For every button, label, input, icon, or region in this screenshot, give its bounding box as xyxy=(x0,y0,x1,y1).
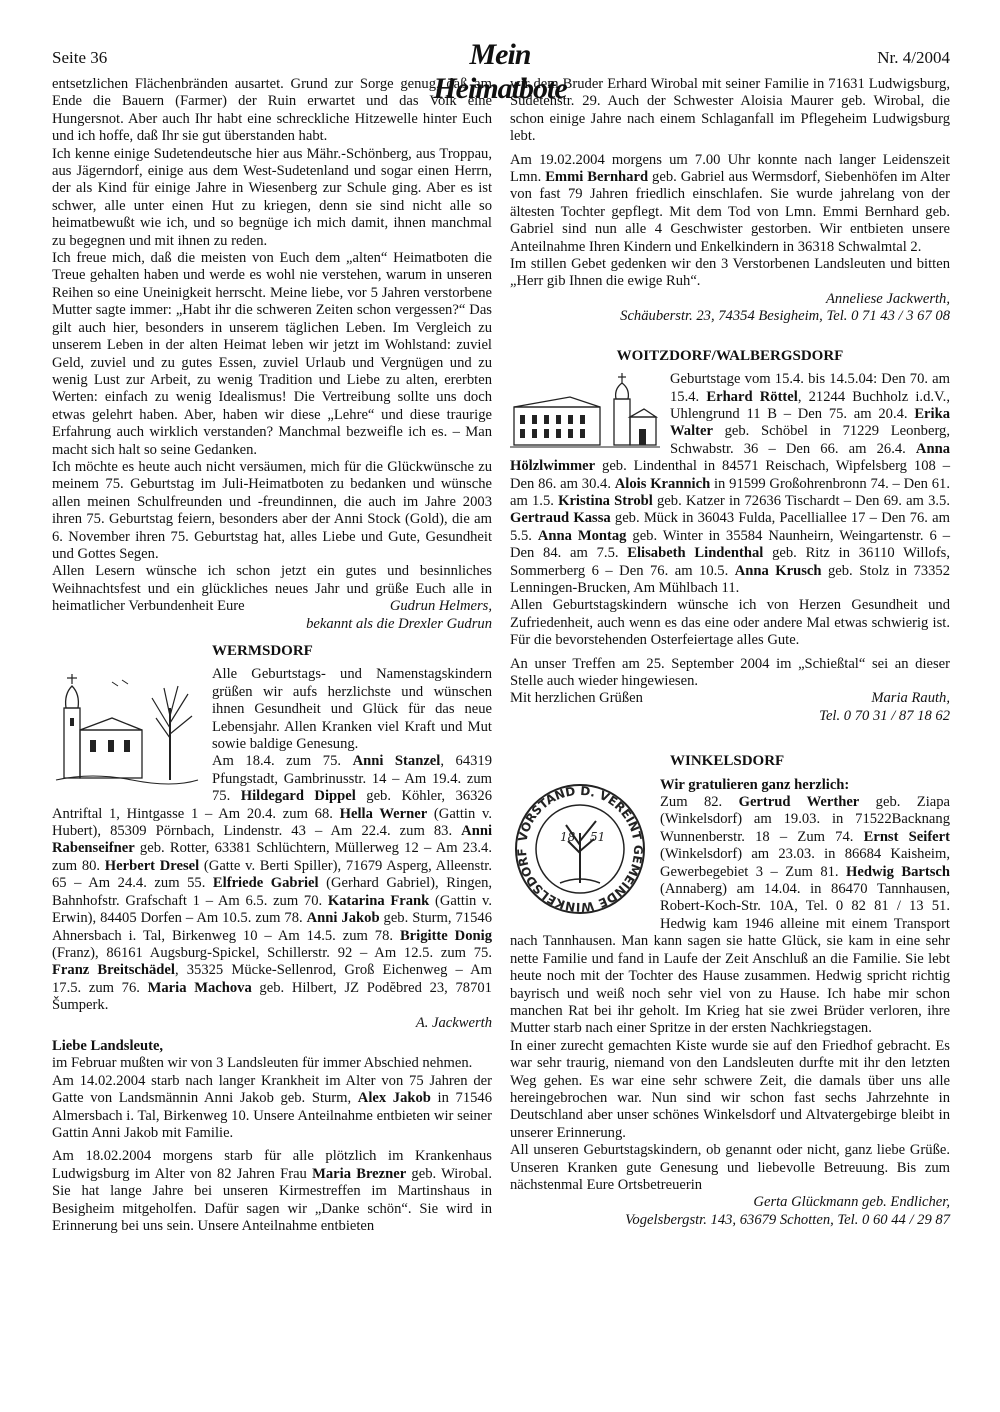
paragraph: Mit herzlichen Grüßen Maria Rauth, xyxy=(510,690,950,707)
paragraph: Allen Geburtstagskindern wünsche ich von Herzen Gesundheit und Zufriedenheit, auch wenn es das eine oder andere Mal etwas schwierig ist. Für die bevorstehenden Osterfeiertage alles Gute. xyxy=(510,597,950,649)
page-number: Seite 36 xyxy=(52,48,108,67)
paragraph: Am 18.02.2004 morgens starb für alle plötzlich im Krankenhaus Ludwigsburg im Alter von 82 Jahren Frau Maria Brezner geb. Wirobal. Sie hat lange Jahre bei unseren Kirmestreffen im Martinshaus in Besigheim mitgeholfen. Dafür sagen wir „Danke schön“. Sie wird in Erinnerung bei uns sein. Unsere Anteilnahme entbieten xyxy=(52,1148,492,1234)
section-heading-wermsdorf: WERMSDORF xyxy=(212,643,313,659)
section-heading-winkelsdorf: WINKELSDORF xyxy=(670,753,785,770)
issue-number: Nr. 4/2004 xyxy=(877,48,950,67)
wermsdorf-section xyxy=(52,666,492,1032)
paragraph: entsetzlichen Flächenbränden ausartet. Grund zur Sorge genug, daß am Ende die Bauern (Farmer) der Ruin erwartet und das Volk eine Hungersnot. Aber auch Ihr habt eine schreckliche Hitzewelle hinter Euch und ich hoffe, daß Ihr sie gut überstanden habt. xyxy=(52,76,492,145)
birthday-list: Zum 82. Gertrud Werther geb. Ziapa (Winkelsdorf) am 19.03. in 71522Backnang Wunnenberstr. 18 – Zum 74. Ernst Seifert (Winkelsdorf) am 23.03. in 86684 Kaisheim, Gewerbegebiet 3 – Zum 81. Hedwig Bartsch (Annaberg) am 14.04. in 86470 Tannhausen, Robert-Koch-Str. 10A, Tel. 0 82 81 / 13 51. Hedwig kam 1946 alleine mit einem Transport nach Tannhausen. Man kann sagen sie hatte Glück, sie kam in eine sehr nette Familie und fand in Laufe der Zeit Anschluß an die Familie. Sie lebt heute noch mit der Tochter des Hause zusammen. Hedwig spricht richtig bayrisch und weiß noch sehr viel von zu Hause. Ich habe mir schon manchen Rat bei ihr geholt. Im Krieg hat sie zwei Brüder verloren, ihre Mutter starb nach einer Spritze in der ersten Nachkriegstagen. xyxy=(510,794,950,1037)
signature-phone: Tel. 0 70 31 / 87 18 62 xyxy=(819,707,950,724)
paragraph: wir dem Bruder Erhard Wirobal mit seiner Familie in 71631 Ludwigsburg, Sudetenstr. 29. Auch der Schwester Aloisia Maurer geb. Wirobal, die schon einige Jahre nach einem Schlaganfall im Pflegeheim Ludwigsburg lebt. xyxy=(510,76,950,145)
right-column xyxy=(510,76,950,1229)
paragraph: An unser Treffen am 25. September 2004 im „Schießtal“ sei an dieser Stelle auch wieder hingewiesen. xyxy=(510,655,950,689)
signature-address: Schäuberstr. 23, 74354 Besigheim, Tel. 0 71 43 / 3 67 08 xyxy=(620,308,950,325)
village-illustration xyxy=(510,373,660,451)
seal-stamp xyxy=(510,779,650,919)
paragraph: im Februar mußten wir von 3 Landsleuten für immer Abschied nehmen. xyxy=(52,1055,473,1072)
left-column xyxy=(52,76,492,1235)
paragraph: Ich möchte es heute auch nicht versäumen, mich für die Glückwünsche zu meinem 75. Geburtstag im Juli-Heimatboten zu bedanken und wünsche allen meinen Schulfreunden und -freundinnen, die auch im Jahre 2003 ihren 75. Geburtstag feiern, besonders aber der Anni Stock (Gold), die am 6. November ihren 75. Geburtstag hat, alles Liebe und Gute, Gesundheit und Gottes Segen. xyxy=(52,458,492,562)
masthead-title: Mein Heimatbote xyxy=(433,38,567,105)
birthday-list: Am 18.4. zum 75. Anni Stanzel, 64319 Pfungstadt, Gambrinusstr. 14 – Am 19.4. zum 75. Hildegard Dippel geb. Köhler, 36326 Antriftal 1, Hintgasse 1 – Am 20.4. zum 68. Hella Werner (Gattin v. Hubert), 85309 Pörnbach, Lindenstr. 43 – Am 22.4. zum 83. Anni Rabenseifner geb. Rotter, 63381 Schlüchtern, Müllerweg 12 – Am 23.4. zum 80. Herbert Dresel (Gatte v. Berti Spiller), 71679 Asperg, Alleenstr. 65 – Am 24.4. zum 55. Elfriede Gabriel (Gerhard Gabriel), Ringen, Bahnhofstr. Grafschaft 1 – Am 6.5. zum 70. Katarina Frank (Gattin v. Erwin), 84405 Dorfen – Am 10.5. zum 78. Anni Jakob geb. Sturm, 71546 Ahnersbach i. Tal, Birkenweg 10 – Am 14.5. zum 78. Brigitte Donig (Franz), 86161 Augsburg-Spickel, Schillerstr. 92 – Am 12.5. zum 75. Franz Breitschädel, 35325 Mücke-Sellenrod, Groß Eichenweg – Am 17.5. zum 76. Maria Machova geb. Hilbert, JZ Podĕbred 23, 78701 Šumperk. xyxy=(52,753,493,1014)
signature-name: Gerta Glückmann geb. Endlicher, xyxy=(753,1194,950,1211)
paragraph: Ich freue mich, daß die meisten von Euch dem „alten“ Heimatboten die Treue gehalten haben und werde es wohl nie verstehen, warum in unseren Reihen so eine Uneinigkeit herrscht. Meine liebe, vor 5 Jahren verstorbene Mutter sagte immer: „Habt ihr die schweren Zeiten schon vergessen?“ Das gilt auch hier, besonders in unserem täglichen Leben. Im Vergleich zu unserem Leben in der alten Heimat leben wir jetzt im Wohlstand: zuviel Geld, zuviel und zu gutes Essen, zuviel Urlaub und Vergnügen und zu wenig Lust zur Arbeit, zu wenig Tradition und Liebe zu alten, ererbten Werten: einfach zu wenig Idealismus! Die Vertreibung sollte uns doch etwas gelehrt haben. Aber, haben wir diese „Lehre“ und diese traurige Erfahrung auch wirklich verstanden? Manchmal bezweifle ich es. – Man macht sich halt so seine Gedanken. xyxy=(52,250,492,458)
church-illustration xyxy=(52,668,202,788)
birthday-list: Geburtstage vom 15.4. bis 14.5.04: Den 70. am 15.4. Erhard Röttel, 21244 Buchholz i.d.V., Uhlengrund 11 B – Den 75. am 20.4. Erika Walter geb. Schöbel in 71229 Leonberg, Schwabstr. 36 – Den 66. am 26.4. Anna Hölzlwimmer geb. Lindenthal in 84571 Reischach, Wipfelsberg 108 – Den 86. am 30.4. Alois Krannich in 91599 Großohrenbronn 74. – Den 61. am 1.5. Kristina Strobl geb. Katzer in 72636 Tischardt – Den 69. am 3.5. Gertraud Kassa geb. Mück in 36043 Fulda, Pacelliallee 17 – Den 76. am 5.5. Anna Montag geb. Winter in 35584 Naunheirn, Weingartenstr. 6 – Den 84. am 7.5. Elisabeth Lindenthal geb. Ritz in 36110 Willofs, Sommerberg 6 – Den 76. am 10.5. Anna Krusch geb. Stolz in 73352 Lenningen-Brucken, Am Mühlbach 11. xyxy=(510,371,951,596)
section-subheading: Wir gratulieren ganz herzlich: xyxy=(660,776,850,793)
svg-text:18: 18 xyxy=(560,829,576,844)
signature-name: A. Jackwerth xyxy=(415,1014,492,1031)
signature-name: Maria Rauth, xyxy=(871,690,950,707)
paragraph: Im stillen Gebet gedenken wir den 3 Verstorbenen Landsleuten und bitten „Herr gib Ihnen die ewige Ruh“. xyxy=(510,256,950,290)
paragraph: In einer zurecht gemachten Kiste wurde sie auf den Friedhof gebracht. Es war sehr traurig, niemand von den Landsleuten durfte mit ihr den letzten Weg gehen. Es war eine sehr schwere Zeit, die damals über uns alle hereingebrochen war. Nun sind wir schon fast sechs Jahrzehnte in Deutschland aber unser schönes Winkelsdorf und Altvatergebirge bleibt in unserer Erinnerung. xyxy=(510,1037,950,1141)
section-heading-woitzdorf: WOITZDORF/WALBERGSDORF xyxy=(616,347,844,364)
paragraph: Allen Lesern wünsche ich schon jetzt ein gutes und besinnliches Weihnachtsfest und ein glückliches neues Jahr und grüße Euch alle in heimatlicher Verbundenheit Eure Gudrun Helmers, xyxy=(52,563,492,615)
paragraph: Alle Geburtstags- und Namenstagskindern grüßen wir aufs herzlichste und wünschen ihnen Gesundheit und Glück für das neue Lebensjahr. Allen Kranken viel Kraft und Mut sowie baldige Genesung. xyxy=(212,666,492,753)
paragraph: Ich kenne einige Sudetendeutsche hier aus Mähr.-Schönberg, aus Troppau, aus Jägerndorf, einige aus dem West-Sudetenland und sogar einen Herrn, der als Kind für einige Jahre in Wiesenberg zur Schule ging. Aber es ist schwer, alle unter einen Hut zu kriegen, denn sie sind nicht alle so heimatbewußt wie ich, und so begnüge ich mich damit, ihnen manchmal zu begegnen und mit ihnen zu reden. xyxy=(52,145,492,249)
signature-name: Anneliese Jackwerth, xyxy=(826,290,950,307)
winkelsdorf-section xyxy=(510,777,950,1230)
paragraph: Am 19.02.2004 morgens um 7.00 Uhr konnte nach langer Leidenszeit Lmn. Emmi Bernhard geb. Gabriel aus Wermsdorf, Siebenhöfen im Alter von fast 79 Jahren friedlich einschlafen. Sie wurde jahrelang von der ältesten Tochter gepflegt. Mit dem Tod von Lmn. Emmi Bernhard geb. Gabriel sind nun alle 4 Geschwister gestorben. Wir entbieten unsere Anteilnahme Ihren Kindern und Enkelkindern in 36318 Schwalmtal 2. xyxy=(510,151,950,255)
paragraph: Am 14.02.2004 starb nach langer Krankheit im Alter von 75 Jahren der Gatte von Landsmännin Anni Jakob geb. Sturm, Alex Jakob in 71546 Almersbach i. Tal, Birkenweg 10. Unsere Anteilnahme entbieten wir seiner Gattin Anni Jakob mit Familie. xyxy=(52,1072,493,1141)
page-header xyxy=(0,38,1000,105)
signature-name: Gudrun Helmers, xyxy=(389,598,492,615)
svg-text:51: 51 xyxy=(590,829,606,844)
signature-address: Vogelsbergstr. 143, 63679 Schotten, Tel. 0 60 44 / 29 87 xyxy=(625,1211,950,1228)
signature-note: bekannt als die Drexler Gudrun xyxy=(306,615,492,632)
salutation: Liebe Landsleute, xyxy=(52,1037,164,1054)
woitzdorf-section xyxy=(510,371,950,725)
svg-text:VORSTAND D. VEREINT GEMEINDE W: VORSTAND D. VEREINT GEMEINDE WINKELSDORF xyxy=(514,783,646,914)
paragraph: All unseren Geburtstagskindern, ob genannt oder nicht, ganz liebe Grüße. Unseren Kranken gute Genesung und liebevolle Betreuung. Bis zum nächstenmal Eure Ortsbetreuerin xyxy=(510,1142,950,1193)
